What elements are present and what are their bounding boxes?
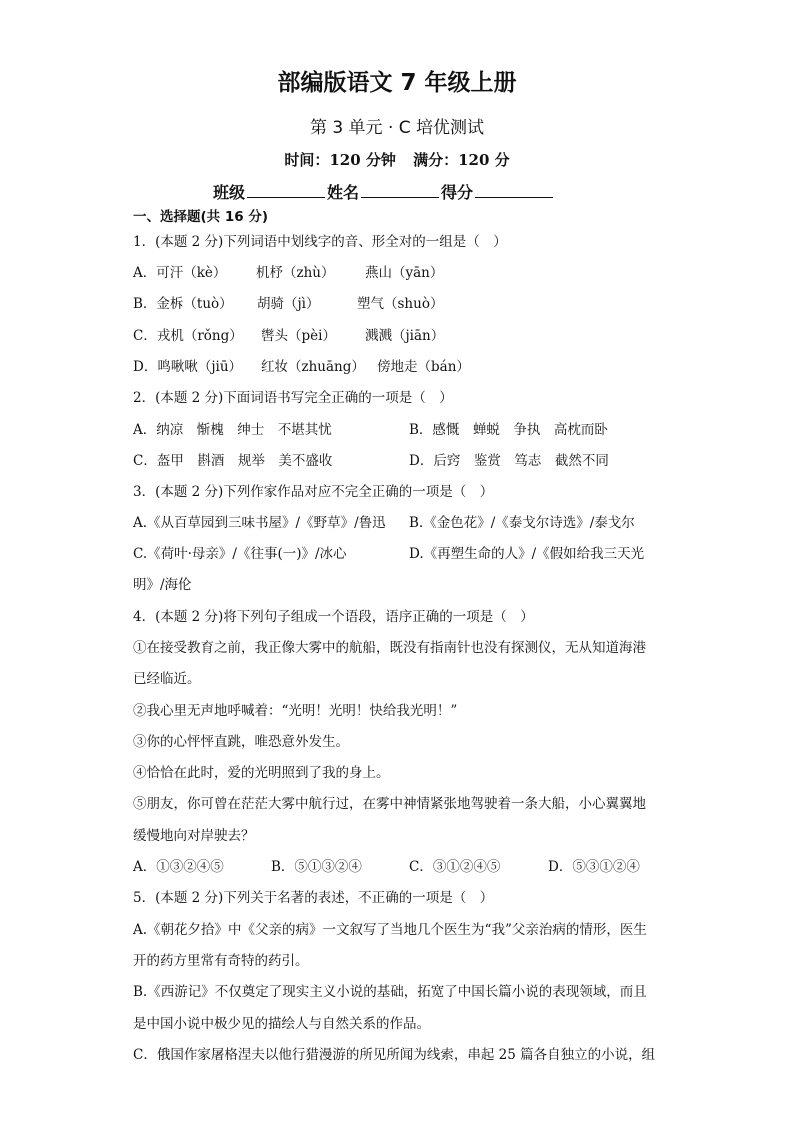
time-limit: 时间：120 分钟	[284, 151, 396, 169]
q5-option-b: B.《西游记》不仅奠定了现实主义小说的基础，拓宽了中国长篇小说的表现领域，而且	[133, 984, 647, 1000]
q1-b-item-2: 胡骑（jì）	[257, 296, 320, 312]
q4-sentence-1-continued: 已经临近。	[133, 671, 201, 687]
q1-a-item-3: 燕山（yān）	[365, 265, 444, 281]
q1-b-item-1: B．金柝（tuò）	[133, 296, 233, 312]
q4-sentence-5: ⑤朋友，你可曾在茫茫大雾中航行过，在雾中神情紧张地驾驶着一条大船，小心翼翼地	[133, 796, 646, 812]
grade-blank[interactable]	[475, 180, 553, 198]
question-4-stem: 4．(本题 2 分)将下列句子组成一个语段，语序正确的一项是（ ）	[133, 609, 534, 625]
q2-option-b: B．感慨 蝉蜕 争执 高枕而卧	[409, 422, 608, 438]
page-subtitle: 第 3 单元 · C 培优测试	[309, 118, 485, 138]
q4-sentence-3: ③你的心怦怦直跳，唯恐意外发生。	[133, 734, 349, 750]
q4-sentence-5-continued: 缓慢地向对岸驶去？	[133, 828, 255, 844]
q3-option-d: D.《再塑生命的人》/《假如给我三天光	[409, 546, 645, 562]
q4-option-b: B．⑤①③②④	[271, 859, 362, 875]
name-label: 姓名	[327, 183, 360, 202]
question-1-stem: 1．(本题 2 分)下列词语中划线字的音、形全对的一组是（ ）	[133, 234, 507, 250]
q1-c-item-2: 辔头（pèi）	[261, 328, 336, 344]
q1-c-item-1: C．戎机（rǒng）	[133, 328, 243, 344]
question-2-stem: 2．(本题 2 分)下面词语书写完全正确的一项是（ ）	[133, 390, 453, 406]
q4-option-c: C．③①②④⑤	[409, 859, 501, 875]
name-blank[interactable]	[361, 180, 439, 198]
class-label: 班级	[213, 183, 246, 202]
q4-sentence-4: ④恰恰在此时，爱的光明照到了我的身上。	[133, 765, 390, 781]
page-title: 部编版语文 7 年级上册	[277, 70, 517, 96]
question-3-stem: 3．(本题 2 分)下列作家作品对应不完全正确的一项是（ ）	[133, 484, 494, 500]
student-info-line	[213, 180, 555, 203]
q5-option-a: A.《朝花夕拾》中《父亲的病》一文叙写了当地几个医生为“我”父亲治病的情形，医生	[133, 922, 647, 938]
q4-sentence-2: ②我心里无声地呼喊着：“光明！光明！快给我光明！”	[133, 703, 458, 719]
q3-option-d-continued: 明》/海伦	[133, 577, 192, 593]
time-score-line	[0, 149, 794, 170]
q1-d-item-3: 傍地走（bán）	[377, 359, 470, 375]
q4-option-d: D．⑤③①②④	[548, 859, 640, 875]
grade-label: 得分	[441, 183, 474, 202]
q1-a-item-2: 机杼（zhù）	[256, 265, 335, 281]
q3-option-b: B.《金色花》/《泰戈尔诗选》/泰戈尔	[409, 515, 635, 531]
q1-d-item-2: 红妆（zhuāng）	[261, 359, 365, 375]
q2-option-d: D．后窍 鉴赏 笃志 截然不同	[409, 453, 609, 469]
full-score: 满分：120 分	[413, 151, 510, 169]
q5-option-c: C．俄国作家屠格涅夫以他行猎漫游的所见所闻为线索，串起 25 篇各自独立的小说，组	[133, 1047, 656, 1063]
q4-sentence-1: ①在接受教育之前，我正像大雾中的航船，既没有指南针也没有探测仪，无从知道海港	[133, 640, 646, 656]
q3-option-a: A.《从百草园到三味书屋》/《野草》/鲁迅	[133, 515, 386, 531]
q1-d-item-1: D．鸣啾啾（jiū）	[133, 359, 243, 375]
class-blank[interactable]	[247, 180, 325, 198]
question-5-stem: 5．(本题 2 分)下列关于名著的表述，不正确的一项是（ ）	[133, 890, 494, 906]
q5-option-a-continued: 开的药方里常有奇特的药引。	[133, 953, 309, 969]
q5-option-b-continued: 是中国小说中极少见的描绘人与自然关系的作品。	[133, 1016, 430, 1032]
q2-option-c: C．盔甲 斟酒 规举 美不盛收	[133, 453, 333, 469]
q1-b-item-3: 塑气（shuò）	[357, 296, 444, 312]
q1-a-item-1: A．可汗（kè）	[133, 265, 227, 281]
section-title: 一、选择题(共 16 分)	[133, 209, 269, 225]
q3-option-c: C.《荷叶·母亲》/《往事(一)》/冰心	[133, 546, 347, 562]
q2-option-a: A．纳凉 惭槐 绅士 不堪其忧	[133, 422, 332, 438]
q1-c-item-3: 溅溅（jiān）	[365, 328, 445, 344]
q4-option-a: A．①③②④⑤	[133, 859, 224, 875]
